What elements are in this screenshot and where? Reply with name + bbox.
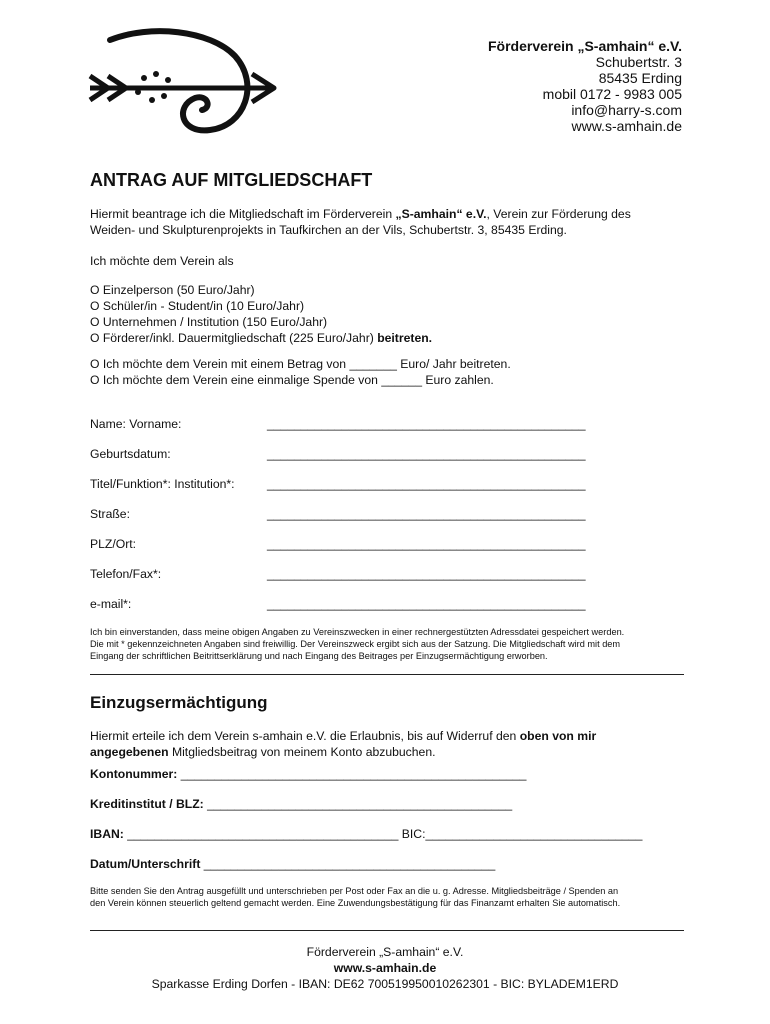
organization-website[interactable]: www.s-amhain.de bbox=[571, 118, 682, 134]
option-individual[interactable]: O Einzelperson (50 Euro/Jahr) bbox=[90, 283, 255, 297]
organization-address bbox=[488, 38, 682, 134]
contribution-options bbox=[90, 356, 511, 388]
footer-website[interactable]: www.s-amhain.de bbox=[333, 961, 437, 975]
iban-bic-row[interactable]: IBAN: ________________________________________ BIC:________________________________ bbox=[90, 827, 643, 841]
bank-row[interactable]: Kreditinstitut / BLZ: _____________________________________________ bbox=[90, 797, 513, 811]
option-company[interactable]: O Unternehmen / Institution (150 Euro/Jahr) bbox=[90, 315, 328, 329]
field-blank[interactable]: _______________________________________________ bbox=[267, 597, 586, 611]
field-label: e-mail*: bbox=[90, 597, 132, 611]
footer-org: Förderverein „S-amhain“ e.V. bbox=[306, 945, 464, 959]
organization-email[interactable]: info@harry-s.com bbox=[571, 102, 682, 118]
account-number-row[interactable]: Kontonummer: ___________________________________________________ bbox=[90, 767, 527, 781]
field-blank[interactable]: _______________________________________________ bbox=[267, 477, 586, 491]
organization-street: Schubertstr. 3 bbox=[595, 54, 682, 70]
footer-divider bbox=[90, 930, 684, 931]
field-label: Straße: bbox=[90, 507, 130, 521]
option-one-time-donation[interactable]: O Ich möchte dem Verein eine einmalige Spende von ______ Euro zahlen. bbox=[90, 373, 494, 387]
option-sponsor[interactable]: O Förderer/inkl. Dauermitgliedschaft (225 Euro/Jahr) beitreten. bbox=[90, 331, 433, 345]
option-student[interactable]: O Schüler/in - Student/in (10 Euro/Jahr) bbox=[90, 299, 305, 313]
membership-options bbox=[90, 282, 432, 346]
direct-debit-title: Einzugsermächtigung bbox=[90, 693, 268, 712]
footer bbox=[0, 944, 770, 992]
field-blank[interactable]: _______________________________________________ bbox=[267, 417, 586, 431]
page-title: ANTRAG AUF MITGLIEDSCHAFT bbox=[90, 170, 373, 190]
footer-bank: Sparkasse Erding Dorfen - IBAN: DE62 700519950010262301 - BIC: BYLADEM1ERD bbox=[151, 977, 619, 991]
field-blank[interactable]: _______________________________________________ bbox=[267, 447, 586, 461]
field-label: Telefon/Fax*: bbox=[90, 567, 162, 581]
field-label: Name: Vorname: bbox=[90, 417, 182, 431]
application-intro: Hiermit beantrage ich die Mitgliedschaft im Förderverein „S-amhain“ e.V., Verein zur Förderung des Weiden- und Skulpturenprojekts in Taufkirchen an der Vils, Schubertstr. 3, 85435 Erding. bbox=[90, 207, 631, 237]
submission-note: Bitte senden Sie den Antrag ausgefüllt und unterschrieben per Post oder Fax an die u. g. Adresse. Mitgliedsbeiträge / Spenden an den Verein können steuerlich geltend gemacht werden. Eine Zuwendungsbestätigung für das Finanzamt erhalten Sie automatisch. bbox=[90, 886, 621, 908]
option-custom-amount[interactable]: O Ich möchte dem Verein mit einem Betrag von _______ Euro/ Jahr beitreten. bbox=[90, 357, 511, 371]
field-label: Titel/Funktion*: Institution*: bbox=[90, 477, 235, 491]
organization-phone: mobil 0172 - 9983 005 bbox=[542, 86, 682, 102]
field-label: Geburtsdatum: bbox=[90, 447, 171, 461]
field-blank[interactable]: _______________________________________________ bbox=[267, 567, 586, 581]
field-label: PLZ/Ort: bbox=[90, 537, 137, 551]
organization-city: 85435 Erding bbox=[598, 70, 682, 86]
consent-note: Ich bin einverstanden, dass meine obigen Angaben zu Vereinszwecken in einer rechnergestützten Adressdatei gespeichert werden. Die mit * gekennzeichneten Angaben sind freiwillig. Der Vereinszweck ergibt sich aus der Satzung. Die Mitgliedschaft wird mit dem Eingang der schriftlichen Beitrittserklärung und nach Eingang des Beitrages per Einzugsermächtigung erworben. bbox=[90, 627, 625, 661]
direct-debit-text: Hiermit erteile ich dem Verein s-amhain e.V. die Erlaubnis, bis auf Widerruf den oben von mir angegebenen Mitgliedsbeitrag von meinem Konto abzubuchen. bbox=[90, 729, 597, 759]
field-blank[interactable]: _______________________________________________ bbox=[267, 507, 586, 521]
section-divider bbox=[90, 674, 684, 675]
field-blank[interactable]: _______________________________________________ bbox=[267, 537, 586, 551]
logo-arrow-spiral bbox=[80, 26, 280, 144]
membership-wish: Ich möchte dem Verein als bbox=[90, 254, 234, 268]
organization-name: Förderverein „S-amhain“ e.V. bbox=[487, 38, 682, 54]
signature-row[interactable]: Datum/Unterschrift ___________________________________________ bbox=[90, 857, 496, 871]
